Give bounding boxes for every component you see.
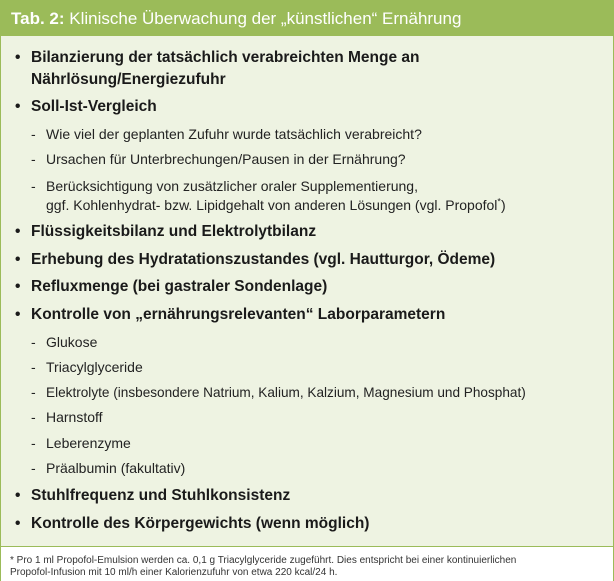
table-title xyxy=(11,9,461,29)
footnote-area xyxy=(1,546,613,581)
table-header xyxy=(1,1,613,36)
bullet: • xyxy=(15,251,21,268)
sub-item-text: Präalbumin (fakultativ) xyxy=(46,460,186,476)
sub-item-text: Glukose xyxy=(46,334,98,350)
dash: - xyxy=(31,435,36,451)
sub-item-text-line1: Berücksichtigung von zusätzlicher oraler Supplementierung, xyxy=(46,178,418,194)
bullet: • xyxy=(15,98,21,115)
sub-item-text: Harnstoff xyxy=(46,409,103,425)
item-text: Stuhlfrequenz und Stuhlkonsistenz xyxy=(31,487,291,504)
bullet: • xyxy=(15,487,21,504)
item-text: Kontrolle des Körpergewichts (wenn möglich) xyxy=(31,515,370,532)
dash: - xyxy=(31,178,36,194)
bullet: • xyxy=(15,278,21,295)
item-text: Kontrolle von „ernährungsrelevanten“ Laborparametern xyxy=(31,306,446,323)
item-text: Flüssigkeitsbilanz und Elektrolytbilanz xyxy=(31,223,317,240)
bullet: • xyxy=(15,223,21,240)
item-text-line1: Bilanzierung der tatsächlich verabreichten Menge an xyxy=(31,49,420,66)
sub-item-text: Triacylglyceride xyxy=(46,359,143,375)
bullet: • xyxy=(15,306,21,323)
table-title-text: Klinische Überwachung der „künstlichen“ Ernährung xyxy=(69,9,462,28)
sub-item-text: Elektrolyte (insbesondere Natrium, Kalium, Kalzium, Magnesium und Phosphat) xyxy=(46,385,526,400)
dash: - xyxy=(31,409,36,425)
item-text: Refluxmenge (bei gastraler Sondenlage) xyxy=(31,278,328,295)
dash: - xyxy=(31,334,36,350)
sub-item-text-line2 xyxy=(46,195,506,216)
item-text: Erhebung des Hydratationszustandes (vgl. Hautturgor, Ödeme) xyxy=(31,251,496,268)
dash: - xyxy=(31,359,36,375)
sub-item-text: Ursachen für Unterbrechungen/Pausen in der Ernährung? xyxy=(46,151,406,167)
sub-item-line2-text: ggf. Kohlenhydrat- bzw. Lipidgehalt von anderen Lösungen (vgl. Propofol xyxy=(46,197,498,213)
dash: - xyxy=(31,384,36,400)
dash: - xyxy=(31,460,36,476)
sub-item-text: Leberenzyme xyxy=(46,435,131,451)
footnote-line1: * Pro 1 ml Propofol-Emulsion werden ca. 0,1 g Triacylglyceride zugeführt. Dies entspricht bei einer kontinuierlichen xyxy=(10,555,517,566)
bullet: • xyxy=(15,515,21,532)
dash: - xyxy=(31,151,36,167)
bullet: • xyxy=(15,49,21,66)
dash: - xyxy=(31,126,36,142)
table-number: Tab. 2: xyxy=(11,9,65,28)
item-text: Soll-Ist-Vergleich xyxy=(31,98,157,115)
sub-item-text: Wie viel der geplanten Zufuhr wurde tatsächlich verabreicht? xyxy=(46,126,422,142)
footnote-line2: Propofol-Infusion mit 10 ml/h einer Kalorienzufuhr von etwa 220 kcal/24 h. xyxy=(10,567,338,578)
footnote-marker: * xyxy=(497,196,501,207)
sub-item-line2-end: ) xyxy=(500,197,506,213)
item-text-line2: Nährlösung/Energiezufuhr xyxy=(31,71,226,88)
